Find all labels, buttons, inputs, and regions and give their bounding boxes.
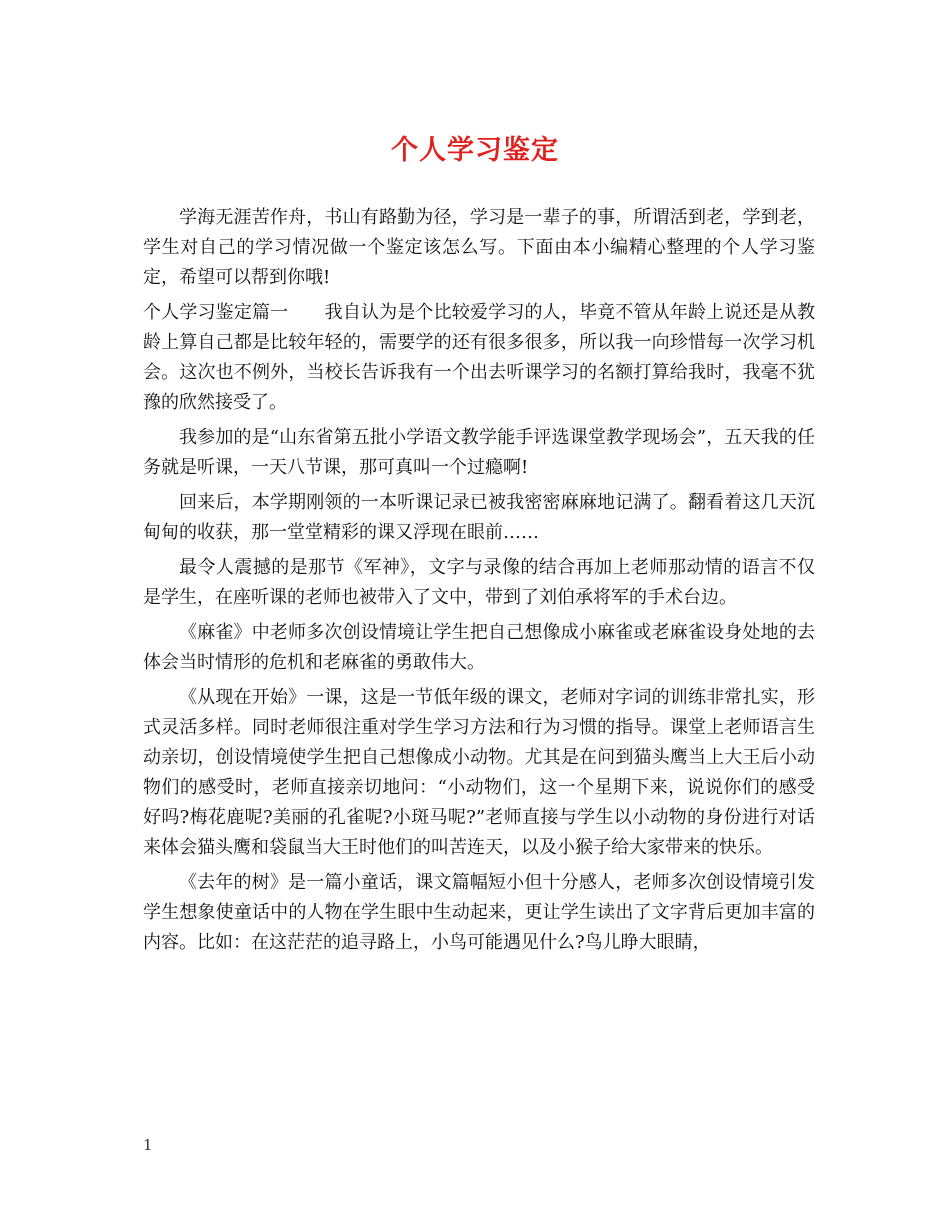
paragraph: 最令人震撼的是那节《军神》，文字与录像的结合再加上老师那动情的语言不仅是学生，在座听课的老师也被带入了文中，带到了刘伯承将军的手术台边。 <box>143 557 815 608</box>
paragraph-section-one: 个人学习鉴定篇一 我自认为是个比较爱学习的人，毕竟不管从年龄上说还是从教龄上算自己都是比较年轻的，需要学的还有很多很多，所以我一向珍惜每一次学习机会。这次也不例外，当校长告诉我有一个出去听课学习的名额打算给我时，我毫不犹豫的欣然接受了。 <box>143 302 815 413</box>
page-number: 1 <box>143 1136 153 1154</box>
paragraph-intro: 学海无涯苦作舟，书山有路勤为径，学习是一辈子的事，所谓活到老，学到老，学生对自己的学习情况做一个鉴定该怎么写。下面由本小编精心整理的个人学习鉴定，希望可以帮到你哦! <box>143 207 815 288</box>
paragraph: 《麻雀》中老师多次创设情境让学生把自己想像成小麻雀或老麻雀设身处地的去体会当时情形的危机和老麻雀的勇敢伟大。 <box>143 622 815 673</box>
document-body <box>143 203 815 963</box>
paragraph: 《从现在开始》一课，这是一节低年级的课文，老师对字词的训练非常扎实，形式灵活多样。同时老师很注重对学生学习方法和行为习惯的指导。课堂上老师语言生动亲切，创设情境使学生把自己想像成小动物。尤其是在问到猫头鹰当上大王后小动物们的感受时，老师直接亲切地问：“小动物们，这一个星期下来，说说你们的感受好吗?梅花鹿呢?美丽的孔雀呢?小斑马呢?”老师直接与学生以小动物的身份进行对话来体会猫头鹰和袋鼠当大王时他们的叫苦连天，以及小猴子给大家带来的快乐。 <box>143 687 815 858</box>
page-title: 个人学习鉴定 <box>391 135 559 166</box>
paragraph: 回来后，本学期刚领的一本听课记录已被我密密麻麻地记满了。翻看着这几天沉甸甸的收获，那一堂堂精彩的课又浮现在眼前…… <box>143 492 815 543</box>
paragraph: 《去年的树》是一篇小童话，课文篇幅短小但十分感人，老师多次创设情境引发学生想象使童话中的人物在学生眼中生动起来，更让学生读出了文字背后更加丰富的内容。比如：在这茫茫的追寻路上，小鸟可能遇见什么?鸟儿睁大眼睛， <box>143 872 815 953</box>
paragraph: 我参加的是“山东省第五批小学语文教学能手评选课堂教学现场会”，五天我的任务就是听课，一天八节课，那可真叫一个过瘾啊! <box>143 427 815 478</box>
